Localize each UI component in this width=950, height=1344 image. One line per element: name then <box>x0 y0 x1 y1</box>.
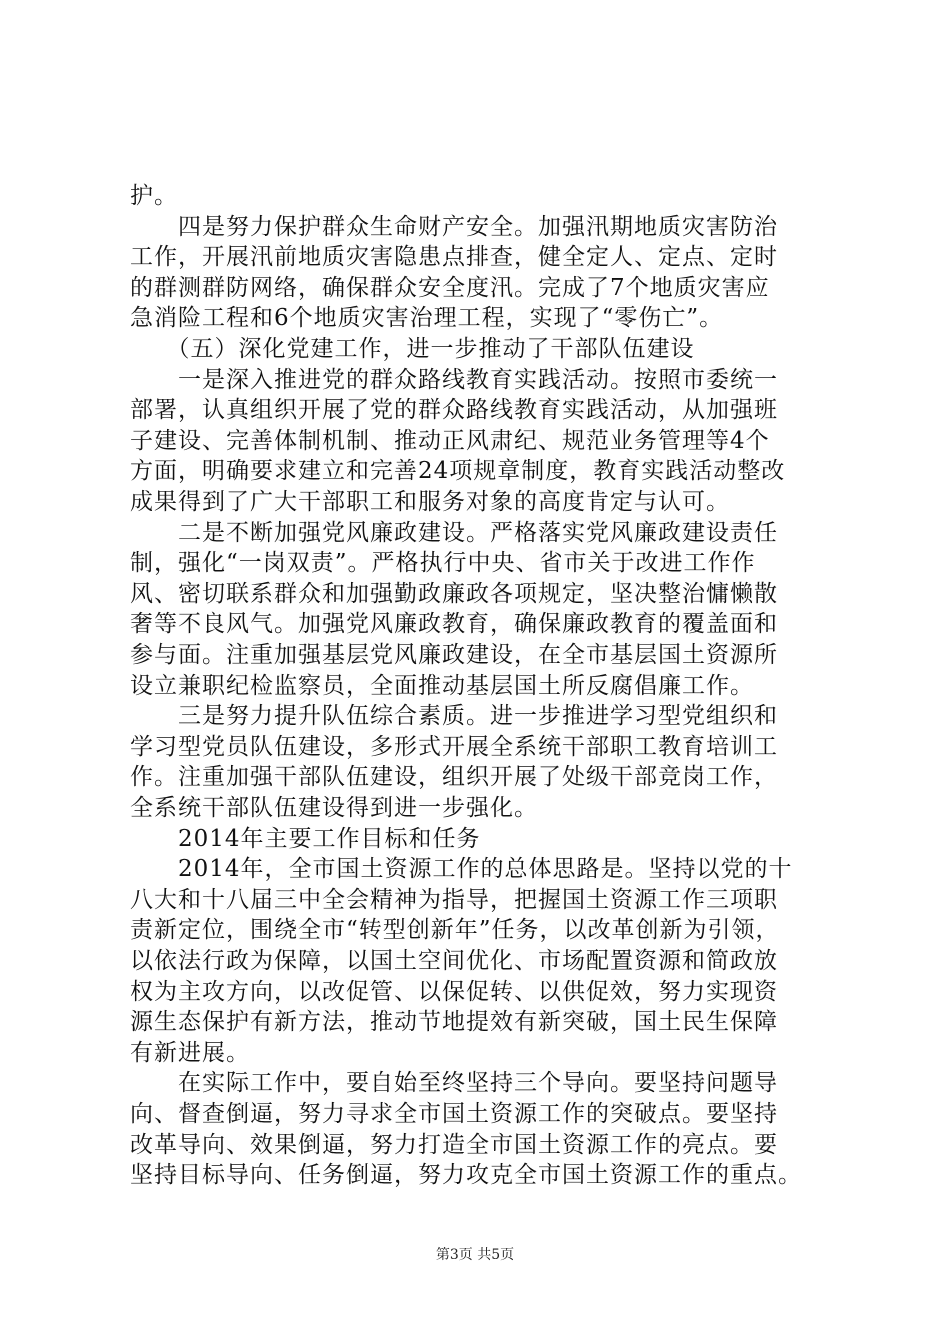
text-line: 急消险工程和6个地质灾害治理工程，实现了“零伤亡”。 <box>130 305 724 332</box>
text-line: 成果得到了广大干部职工和服务对象的高度肯定与认可。 <box>130 489 730 515</box>
text-line: 责新定位，围绕全市“转型创新年”任务，以改革创新为引领， <box>130 917 780 944</box>
text-line: 权为主攻方向，以改促管、以保促转、以供促效，努力实现资 <box>130 978 778 1005</box>
text-line: 设立兼职纪检监察员，全面推动基层国土所反腐倡廉工作。 <box>130 672 754 699</box>
text-line: 三是努力提升队伍综合素质。进一步推进学习型党组织和 <box>130 703 778 730</box>
text-line: 护。 <box>130 183 178 209</box>
text-line: 作。注重加强干部队伍建设，组织开展了处级干部竞岗工作， <box>130 764 778 791</box>
text-line: 在实际工作中，要自始至终坚持三个导向。要坚持问题导 <box>130 1070 778 1097</box>
text-line: 改革导向、效果倒逼，努力打造全市国土资源工作的亮点。要 <box>130 1131 778 1158</box>
text-line: 2014年，全市国土资源工作的总体思路是。坚持以党的十 <box>130 856 793 883</box>
text-line: 向、督查倒逼，努力寻求全市国土资源工作的突破点。要坚持 <box>130 1101 778 1127</box>
text-line: 2014年主要工作目标和任务 <box>130 825 481 852</box>
text-line: 源生态保护有新方法，推动节地提效有新突破，国土民生保障 <box>130 1009 778 1036</box>
text-line: 参与面。注重加强基层党风廉政建设，在全市基层国土资源所 <box>130 642 778 668</box>
text-line: 八大和十八届三中全会精神为指导，把握国土资源工作三项职 <box>130 886 778 913</box>
text-line: 制，强化“一岗双责”。严格执行中央、省市关于改进工作作 <box>130 550 756 577</box>
text-line: 方面，明确要求建立和完善24项规章制度，教育实践活动整改 <box>130 458 786 485</box>
text-line: 学习型党员队伍建设，多形式开展全系统干部职工教育培训工 <box>130 733 778 760</box>
text-line: 的群测群防网络，确保群众安全度汛。完成了7个地质灾害应 <box>130 274 770 301</box>
text-line: 全系统干部队伍建设得到进一步强化。 <box>130 795 538 821</box>
text-line: 四是努力保护群众生命财产安全。加强汛期地质灾害防治 <box>130 213 778 240</box>
text-line: 坚持目标导向、任务倒逼，努力攻克全市国土资源工作的重点。 <box>130 1162 802 1189</box>
text-line: （五）深化党建工作，进一步推动了干部队伍建设 <box>130 336 695 362</box>
text-line: 以依法行政为保障，以国土空间优化、市场配置资源和简政放 <box>130 948 778 974</box>
page-footer: 第3页 共5页 <box>435 1247 515 1263</box>
text-line: 部署，认真组织开展了党的群众路线教育实践活动，从加强班 <box>130 397 778 424</box>
text-line: 一是深入推进党的群众路线教育实践活动。按照市委统一 <box>130 366 778 393</box>
text-line: 工作，开展汛前地质灾害隐患点排查，健全定人、定点、定时 <box>130 244 778 271</box>
text-line: 二是不断加强党风廉政建设。严格落实党风廉政建设责任 <box>130 519 778 546</box>
text-line: 奢等不良风气。加强党风廉政教育，确保廉政教育的覆盖面和 <box>130 611 778 638</box>
text-line: 子建设、完善体制机制、推动正风肃纪、规范业务管理等4个 <box>130 427 770 454</box>
text-line: 有新进展。 <box>130 1039 250 1066</box>
text-line: 风、密切联系群众和加强勤政廉政各项规定，坚决整治慵懒散 <box>130 580 778 607</box>
